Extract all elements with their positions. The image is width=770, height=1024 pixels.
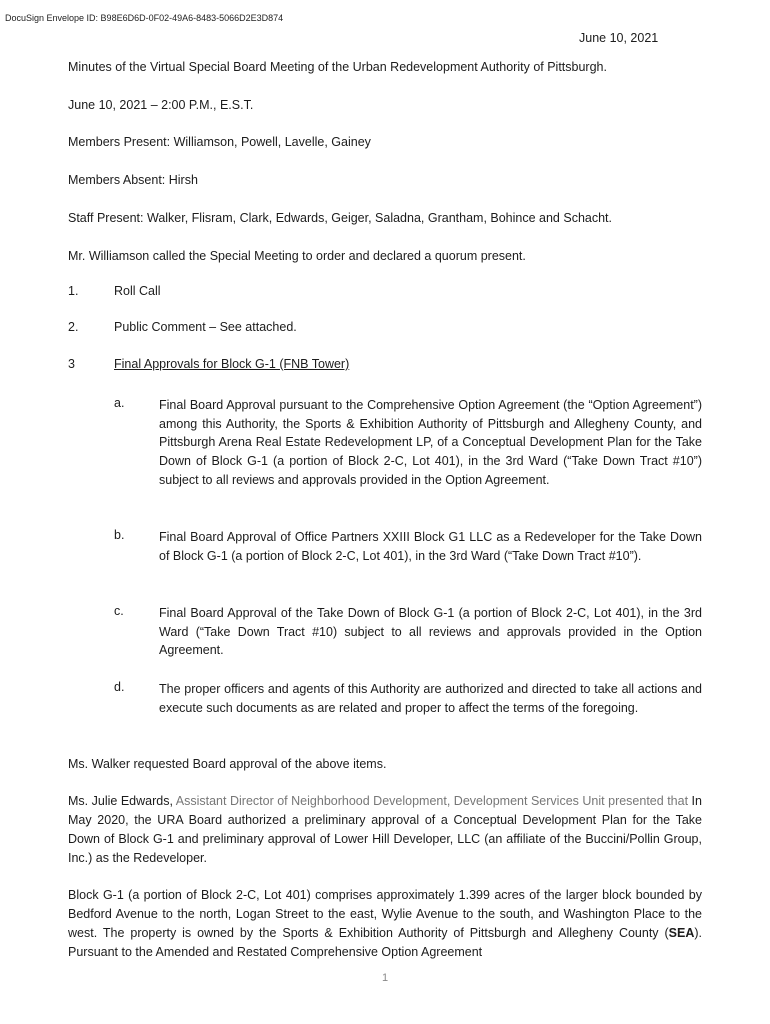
edwards-name: Ms. Julie Edwards, <box>68 794 176 808</box>
subitem-text: Final Board Approval pursuant to the Comprehensive Option Agreement (the “Option Agreement”) among this Authority, the Sports & Exhibition Authority of Pittsburgh and Allegheny County, and Pittsburgh Arena Real Estate Redevelopment LP, of a Conceptual Development Plan for the Take Down of Block G-1 (a portion of Block 2-C, Lot 401), in the 3rd Ward (“Take Down Tract #10”) subject to all reviews and approvals provided in the Option Agreement. <box>159 398 702 487</box>
header-date: June 10, 2021 <box>579 31 659 45</box>
subitem-text: Final Board Approval of the Take Down of Block G-1 (a portion of Block 2-C, Lot 401), in the 3rd Ward (“Take Down Tract #10) subject to all reviews and approvals provided in the Option Agreement. <box>159 606 702 658</box>
block-text-2: ). Pursuant to the Amended and Restated Comprehensive Option Agreement <box>68 926 702 959</box>
subitem-letter: a. <box>114 396 125 410</box>
agenda-label: Roll Call <box>114 284 161 298</box>
agenda-number: 3 <box>68 357 75 371</box>
meeting-datetime: June 10, 2021 – 2:00 P.M., E.S.T. <box>68 98 254 112</box>
agenda-label: Public Comment – See attached. <box>114 320 297 334</box>
minutes-title: Minutes of the Virtual Special Board Meeting of the Urban Redevelopment Authority of Pittsburgh. <box>68 60 607 74</box>
staff-present: Staff Present: Walker, Flisram, Clark, Edwards, Geiger, Saladna, Grantham, Bohince and Schacht. <box>68 211 613 225</box>
edwards-role: Assistant Director of Neighborhood Development, Development Services Unit presented that <box>175 794 689 808</box>
walker-request: Ms. Walker requested Board approval of the above items. <box>68 757 387 771</box>
called-to-order: Mr. Williamson called the Special Meeting to order and declared a quorum present. <box>68 249 526 263</box>
sea-abbreviation: SEA <box>668 926 695 940</box>
subitem-letter: c. <box>114 604 124 618</box>
subitem-text: Final Board Approval of Office Partners XXIII Block G1 LLC as a Redeveloper for the Take Down of Block G-1 (a portion of Block 2-C, Lot 401), in the 3rd Ward (“Take Down Tract #10”). <box>159 530 702 563</box>
agenda-heading-underlined: Final Approvals for Block G-1 (FNB Tower) <box>114 357 350 371</box>
members-present: Members Present: Williamson, Powell, Lavelle, Gainey <box>68 135 371 149</box>
agenda-number: 2. <box>68 320 79 334</box>
edwards-paragraph <box>68 792 702 868</box>
members-absent: Members Absent: Hirsh <box>68 173 198 187</box>
subitem-letter: b. <box>114 528 125 542</box>
subitem-text: The proper officers and agents of this Authority are authorized and directed to take all actions and execute such documents as are related and proper to affect the terms of the foregoing. <box>159 682 702 715</box>
edwards-text: In May 2020, the URA Board authorized a preliminary approval of a Conceptual Development Plan for the Take Down of Block G-1 and preliminary approval of Lower Hill Developer, LLC (an affiliate of the Buccini/Pollin Group, Inc.) as the Redeveloper. <box>68 794 702 865</box>
block-paragraph <box>68 886 702 962</box>
agenda-number: 1. <box>68 284 79 298</box>
block-text-1: Block G-1 (a portion of Block 2-C, Lot 401) comprises approximately 1.399 acres of the larger block bounded by Bedford Avenue to the north, Logan Street to the east, Wylie Avenue to the south, and Washington Place to the west. The property is owned by the Sports & Exhibition Authority of Pittsburgh and Allegheny County ( <box>68 888 702 940</box>
page-number: 1 <box>381 972 389 984</box>
subitem-letter: d. <box>114 680 125 694</box>
docusign-envelope-id: DocuSign Envelope ID: B98E6D6D-0F02-49A6-8483-5066D2E3D874 <box>5 13 284 23</box>
